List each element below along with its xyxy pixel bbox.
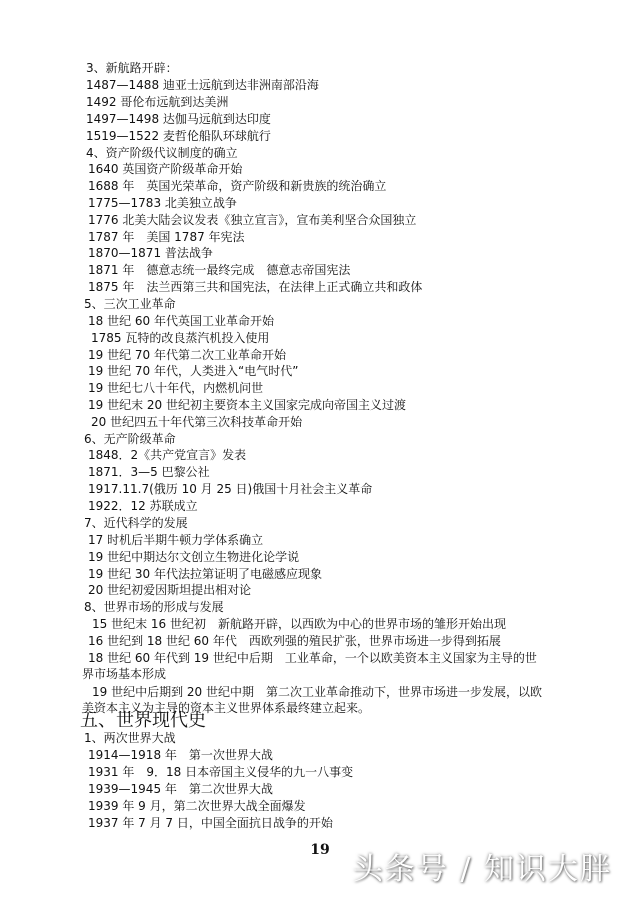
text-line: 19 世纪中后期到 20 世纪中期 第二次工业革命推动下，世界市场进一步发展，以欧: [92, 685, 542, 699]
text-line: 1931 年 9．18 日本帝国主义侵华的九一八事变: [88, 765, 354, 779]
text-line: 1787 年 美国 1787 年宪法: [88, 230, 245, 244]
text-line: 1914—1918 年 第一次世界大战: [88, 748, 273, 762]
text-line: 1785 瓦特的改良蒸汽机投入使用: [91, 331, 270, 345]
text-line: 15 世纪末 16 世纪初 新航路开辟，以西欧为中心的世界市场的雏形开始出现: [92, 617, 506, 631]
page-number: 19: [310, 842, 330, 858]
text-line: 1487—1488 迪亚士远航到达非洲南部沿海: [86, 78, 319, 92]
text-line: 19 世纪 70 年代，人类进入“电气时代”: [88, 364, 299, 378]
text-line: 8、世界市场的形成与发展: [84, 600, 224, 614]
text-line: 1492 哥伦布远航到达美洲: [86, 95, 229, 109]
text-line: 19 世纪 30 年代法拉第证明了电磁感应现象: [88, 567, 322, 581]
text-line: 美资本主义为主导的资本主义世界体系最终建立起来。: [82, 701, 371, 715]
text-line: 1870—1871 普法战争: [88, 246, 213, 260]
text-line: 5、三次工业革命: [84, 297, 176, 311]
text-line: 19 世纪 70 年代第二次工业革命开始: [88, 348, 286, 362]
text-line: 7、近代科学的发展: [84, 516, 188, 530]
text-line: 1519—1522 麦哲伦船队环球航行: [86, 129, 271, 143]
text-line: 1、两次世界大战: [84, 731, 176, 745]
text-line: 19 世纪末 20 世纪初主要资本主义国家完成向帝国主义过渡: [88, 398, 406, 412]
text-line: 1939 年 9 月，第二次世界大战全面爆发: [88, 799, 306, 813]
text-line: 1848．2《共产党宣言》发表: [88, 448, 247, 462]
text-line: 1775—1783 北美独立战争: [88, 196, 237, 210]
text-line: 4、资产阶级代议制度的确立: [86, 146, 238, 160]
text-line: 1688 年 英国光荣革命，资产阶级和新贵族的统治确立: [88, 179, 387, 193]
text-line: 18 世纪 60 年代到 19 世纪中后期 工业革命，一个以欧美资本主义国家为主导的世: [88, 651, 537, 665]
text-line: 界市场基本形成: [82, 667, 167, 681]
text-line: 20 世纪四五十年代第三次科技革命开始: [91, 415, 303, 429]
watermark: 头条号 / 知识大胖: [352, 852, 612, 887]
text-line: 19 世纪中期达尔文创立生物进化论学说: [88, 550, 300, 564]
text-line: 1497—1498 达伽马远航到达印度: [86, 112, 271, 126]
section-heading: 五、世界现代史: [80, 710, 206, 731]
text-line: 1871 年 德意志统一最终完成 德意志帝国宪法: [88, 263, 351, 277]
text-line: 19 世纪七八十年代，内燃机问世: [88, 381, 264, 395]
text-line: 1871．3—5 巴黎公社: [88, 465, 210, 479]
text-line: 1875 年 法兰西第三共和国宪法，在法律上正式确立共和政体: [88, 280, 423, 294]
text-line: 1922．12 苏联成立: [88, 499, 198, 513]
text-line: 1776 北美大陆会议发表《独立宣言》，宣布美利坚合众国独立: [88, 213, 417, 227]
text-line: 18 世纪 60 年代英国工业革命开始: [88, 314, 274, 328]
text-line: 1640 英国资产阶级革命开始: [88, 162, 243, 176]
text-line: 1917.11.7(俄历 10 月 25 日)俄国十月社会主义革命: [88, 482, 373, 496]
text-line: 1937 年 7 月 7 日，中国全面抗日战争的开始: [88, 816, 333, 830]
text-line: 20 世纪初爱因斯坦提出相对论: [88, 583, 252, 597]
text-line: 1939—1945 年 第二次世界大战: [88, 782, 273, 796]
text-line: 16 世纪到 18 世纪 60 年代 西欧列强的殖民扩张，世界市场进一步得到拓展: [88, 634, 501, 648]
text-line: 17 时机后半期牛顿力学体系确立: [88, 533, 264, 547]
text-line: 6、无产阶级革命: [84, 432, 176, 446]
text-line: 3、新航路开辟：: [86, 61, 178, 75]
